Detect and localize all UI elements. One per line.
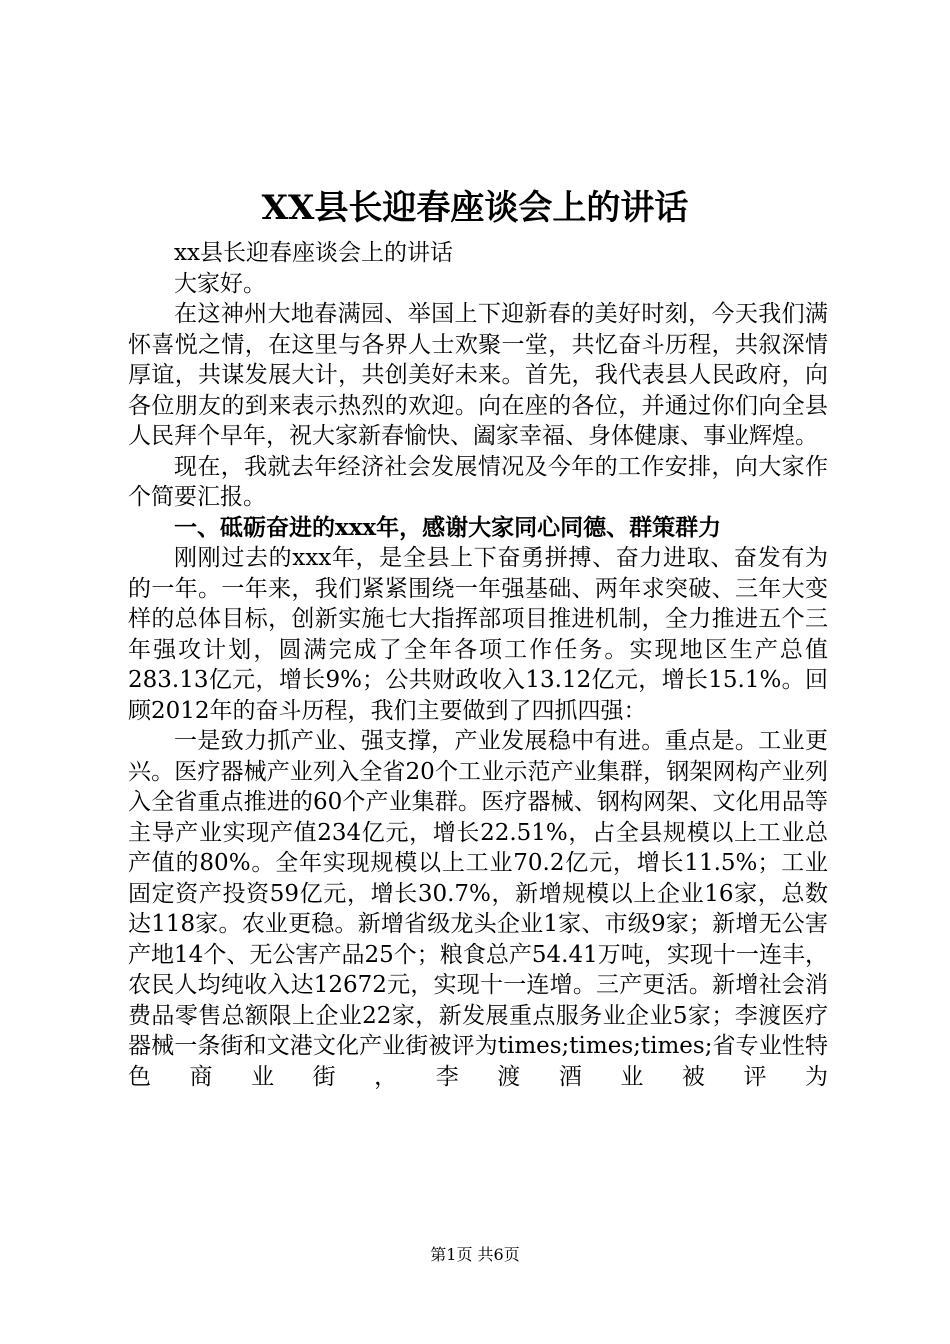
greeting-paragraph: 大家好。 <box>174 270 266 297</box>
page-footer: 第1页 共6页 <box>430 1245 520 1264</box>
document-title: XX县长迎春座谈会上的讲话 <box>261 188 689 228</box>
body-paragraph: 在这神州大地春满园、举国上下迎新春的美好时刻，今天我们满怀喜悦之情，在这里与各界人士欢聚一堂，共忆奋斗历程，共叙深情厚谊，共谋发展大计，共创美好未来。首先，我代表县人民政府，向各位朋友的到来表示热烈的欢迎。向在座的各位，并通过你们向全县人民拜个早年，祝大家新春愉快、阖家幸福、身体健康、事业辉煌。 <box>128 301 828 449</box>
section-heading: 一、砥砺奋进的xxx年，感谢大家同心同德、群策群力 <box>174 513 722 541</box>
body-paragraph: 刚刚过去的xxx年，是全县上下奋勇拼搏、奋力进取、奋发有为的一年。一年来，我们紧紧围绕一年强基础、两年求突破、三年大变样的总体目标，创新实施七大指挥部项目推进机制，全力推进五个三年强攻计划，圆满完成了全年各项工作任务。实现地区生产总值283.13亿元，增长9%；公共财政收入13.12亿元，增长15.1%。回顾2012年的奋斗历程，我们主要做到了四抓四强： <box>128 545 828 724</box>
body-paragraph: 一是致力抓产业、强支撑，产业发展稳中有进。重点是。工业更兴。医疗器械产业列入全省20个工业示范产业集群，钢架网构产业列入全省重点推进的60个产业集群。医疗器械、钢构网架、文化用品等主导产业实现产值234亿元，增长22.51%，占全县规模以上工业总产值的80%。全年实现规模以上工业70.2亿元，增长11.5%；工业固定资产投资59亿元，增长30.7%，新增规模以上企业16家，总数达118家。农业更稳。新增省级龙头企业1家、市级9家；新增无公害产地14个、无公害产品25个；粮食总产54.41万吨，实现十一连丰，农民人均纯收入达12672元，实现十一连增。三产更活。新增社会消费品零售总额限上企业22家，新发展重点服务业企业5家；李渡医疗器械一条街和文港文化产业街被评为times;times;times;省专业性特色商业街，李渡酒业被评为 <box>128 728 828 1090</box>
document-body <box>128 238 828 1092</box>
body-paragraph: 现在，我就去年经济社会发展情况及今年的工作安排，向大家作个简要汇报。 <box>128 453 828 510</box>
subtitle-paragraph: xx县长迎春座谈会上的讲话 <box>174 240 453 266</box>
